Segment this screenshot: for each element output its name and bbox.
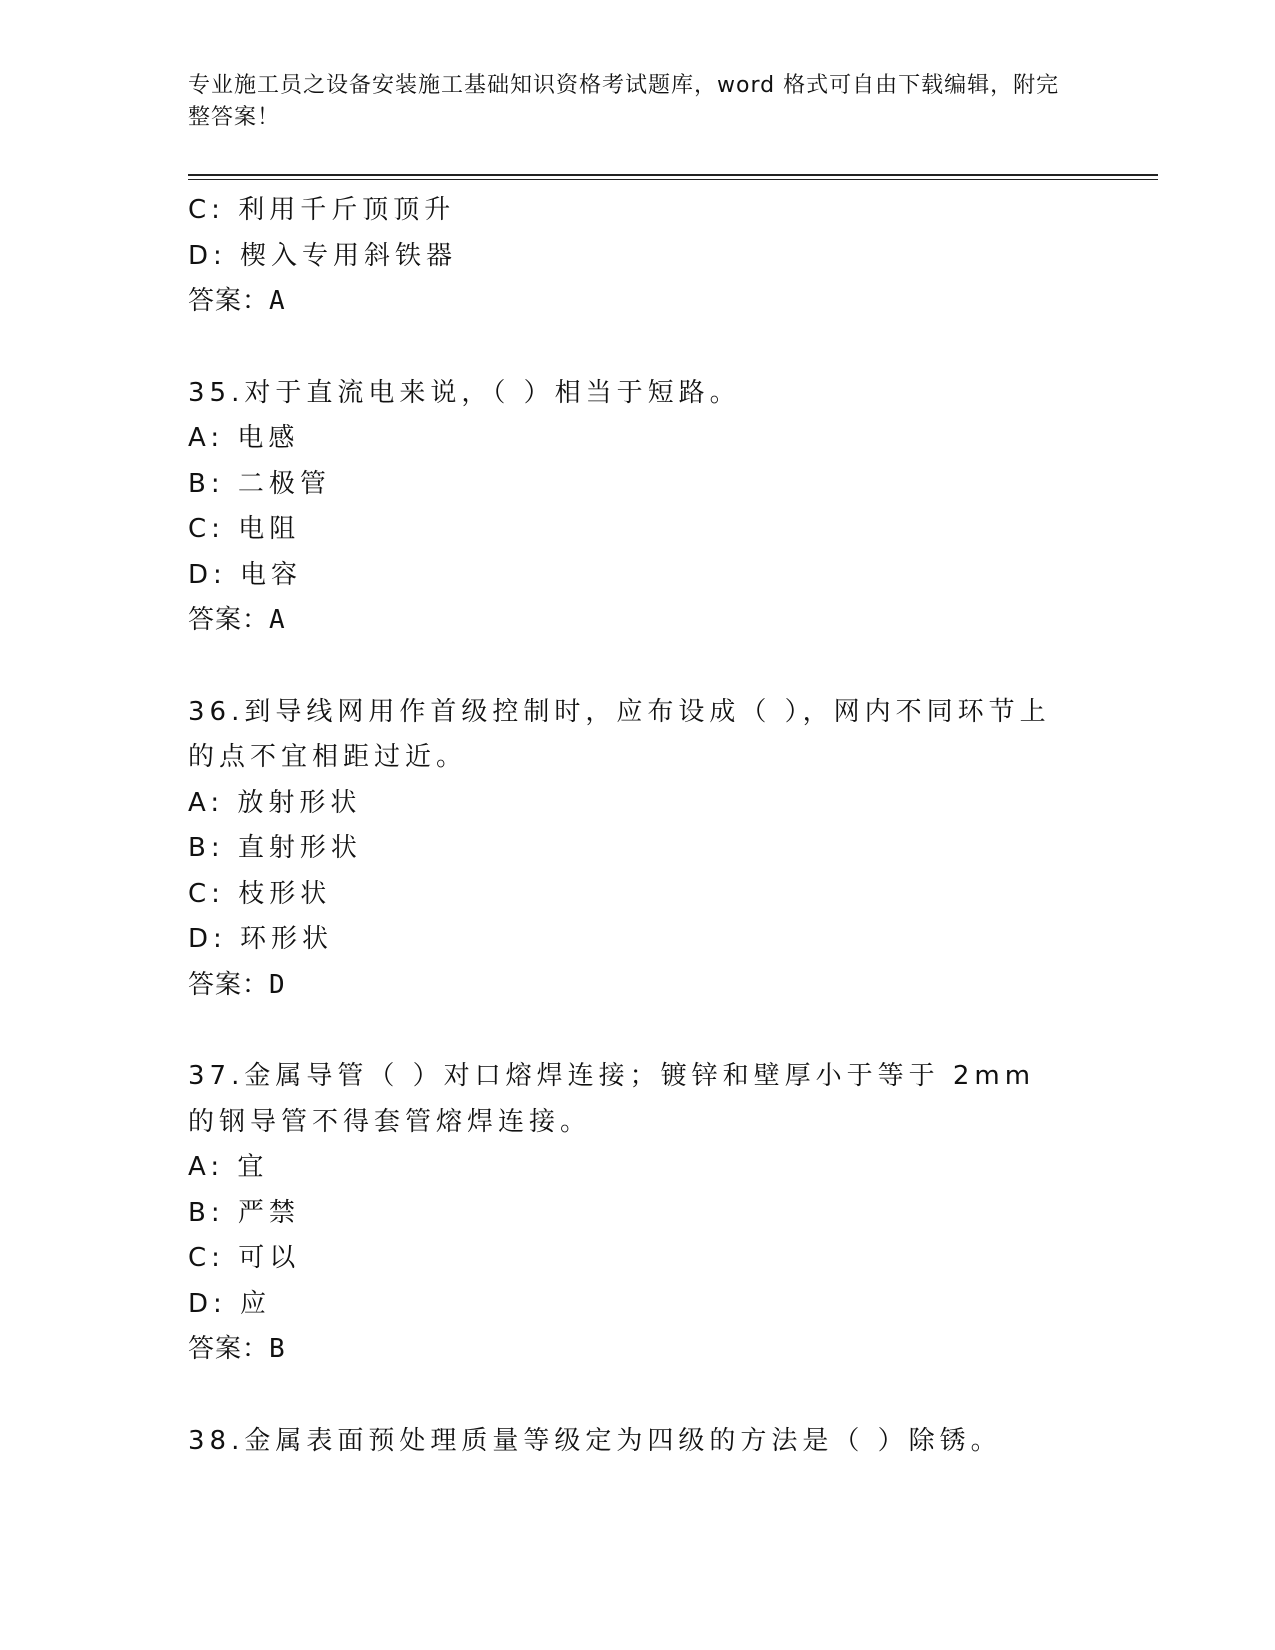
answer-value: D bbox=[269, 969, 286, 1000]
option-c bbox=[188, 188, 1168, 234]
option-label: C: bbox=[188, 514, 225, 544]
option-a bbox=[188, 416, 1168, 462]
option-d bbox=[188, 234, 1168, 280]
question-37 bbox=[188, 1054, 1168, 1373]
answer-value: A bbox=[269, 286, 286, 316]
option-text: 严禁 bbox=[237, 1197, 300, 1228]
document-header bbox=[188, 70, 1068, 134]
option-label: A: bbox=[188, 423, 225, 453]
option-label: D: bbox=[188, 240, 227, 271]
option-label: C: bbox=[188, 1243, 225, 1273]
option-text: 直射形状 bbox=[237, 833, 362, 863]
option-label: A: bbox=[188, 787, 225, 818]
option-label: D: bbox=[188, 1288, 227, 1319]
option-label: C: bbox=[188, 878, 225, 909]
question-36 bbox=[188, 690, 1168, 1009]
continued-question bbox=[188, 188, 1168, 325]
answer-label: 答案： bbox=[188, 969, 270, 1000]
option-d bbox=[188, 1282, 1168, 1328]
option-text: 放射形状 bbox=[237, 787, 362, 818]
option-a bbox=[188, 1145, 1168, 1191]
answer-label: 答案： bbox=[188, 605, 270, 635]
option-label: D: bbox=[188, 924, 227, 954]
option-c bbox=[188, 507, 1168, 553]
answer-line bbox=[188, 963, 1168, 1009]
option-label: B: bbox=[188, 833, 225, 863]
option-text: 电阻 bbox=[238, 514, 301, 544]
option-text: 枝形状 bbox=[238, 878, 332, 909]
question-text: 35.对于直流电来说，（ ）相当于短路。 bbox=[188, 377, 741, 408]
option-text: 宜 bbox=[237, 1152, 269, 1182]
answer-line bbox=[188, 598, 1168, 644]
option-text: 电容 bbox=[240, 559, 303, 590]
option-text: 利用千斤顶顶升 bbox=[238, 195, 456, 225]
option-a bbox=[188, 781, 1168, 827]
question-35 bbox=[188, 371, 1168, 644]
option-label: B: bbox=[188, 468, 225, 499]
answer-value: B bbox=[269, 1334, 286, 1364]
option-text: 可以 bbox=[238, 1243, 301, 1273]
option-b bbox=[188, 462, 1168, 508]
option-text: 二极管 bbox=[237, 468, 331, 499]
option-d bbox=[188, 553, 1168, 599]
option-text: 楔入专用斜铁器 bbox=[240, 240, 458, 271]
document-page bbox=[188, 70, 1168, 1464]
answer-label: 答案： bbox=[188, 286, 270, 316]
answer-line bbox=[188, 1327, 1168, 1373]
option-label: B: bbox=[188, 1197, 225, 1228]
option-label: A: bbox=[188, 1152, 225, 1182]
option-text: 应 bbox=[240, 1288, 272, 1319]
question-text: 36.到导线网用作首级控制时，应布设成（ ），网内不同环节上的点不宜相距过近。 bbox=[188, 696, 1051, 772]
header-divider bbox=[188, 174, 1158, 180]
option-text: 环形状 bbox=[240, 924, 334, 954]
option-label: C: bbox=[188, 195, 225, 225]
document-content bbox=[188, 188, 1168, 1464]
option-label: D: bbox=[188, 559, 227, 590]
answer-value: A bbox=[269, 605, 286, 635]
answer-line bbox=[188, 279, 1168, 325]
question-text: 37.金属导管（ ）对口熔焊连接；镀锌和壁厚小于等于 2mm 的钢导管不得套管熔焊连接。 bbox=[188, 1061, 1036, 1137]
option-d bbox=[188, 917, 1168, 963]
option-b bbox=[188, 1191, 1168, 1237]
option-text: 电感 bbox=[237, 423, 300, 453]
header-text: 专业施工员之设备安装施工基础知识资格考试题库，word 格式可自由下载编辑，附完整答案！ bbox=[188, 73, 1060, 130]
option-c bbox=[188, 872, 1168, 918]
option-b bbox=[188, 826, 1168, 872]
answer-label: 答案： bbox=[188, 1334, 270, 1364]
question-text: 38.金属表面预处理质量等级定为四级的方法是（ ）除锈。 bbox=[188, 1425, 1002, 1456]
question-38 bbox=[188, 1419, 1168, 1465]
option-c bbox=[188, 1236, 1168, 1282]
